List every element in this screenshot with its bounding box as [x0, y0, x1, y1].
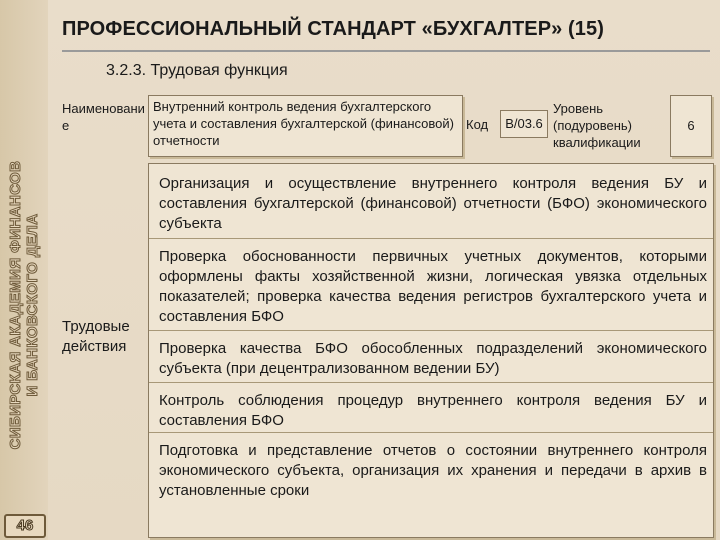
section-subtitle: 3.2.3. Трудовая функция — [106, 62, 288, 79]
labor-action-item: Организация и осуществление внутреннего контроля ведения БУ и составления бухгалтерской (финансовой) отчетности (БФО) экономического субъекта — [159, 175, 707, 232]
labor-action-item: Проверка обоснованности первичных учетных документов, которыми оформлены факты хозяйственной жизни, логическая увязка отдельных показателей; проверка качества ведения регистров бухгалтерского учета и составления БФО — [149, 238, 713, 327]
code-label: Код — [466, 117, 489, 132]
labor-action-item: Подготовка и представление отчетов о состоянии внутреннего контроля экономического субъекта, организация их хранения и передачи в архив в установленные сроки — [149, 432, 713, 501]
name-label: Наименование — [62, 101, 145, 133]
organization-name-line2: И БАНКОВСКОГО ДЕЛА — [24, 213, 41, 397]
qualification-level-value: 6 — [670, 95, 712, 157]
function-name-value: Внутренний контроль ведения бухгалтерского учета и составления бухгалтерской (финансовой) отчетности — [153, 99, 454, 148]
organization-name-line1: СИБИРСКАЯ АКАДЕМИЯ ФИНАНСОВ — [7, 160, 24, 450]
labor-action-item: Проверка качества БФО обособленных подразделений экономического субъекта (при децентрализованном ведении БУ) — [149, 330, 713, 379]
title-divider — [62, 50, 710, 52]
labor-actions-table — [148, 163, 714, 538]
labor-action-item: Контроль соблюдения процедур внутреннего контроля ведения БУ и составления БФО — [149, 382, 713, 431]
code-value: B/03.6 — [500, 110, 548, 138]
organization-name — [7, 161, 41, 450]
sidebar — [0, 0, 48, 540]
function-name-box — [148, 95, 463, 157]
page-number-badge: 46 — [4, 514, 46, 538]
labor-actions-label: Трудовые действия — [62, 318, 130, 355]
page-title: ПРОФЕССИОНАЛЬНЫЙ СТАНДАРТ «БУХГАЛТЕР» (15) — [62, 18, 604, 40]
qualification-level-label: Уровень (подуровень) квалификации — [553, 101, 641, 150]
